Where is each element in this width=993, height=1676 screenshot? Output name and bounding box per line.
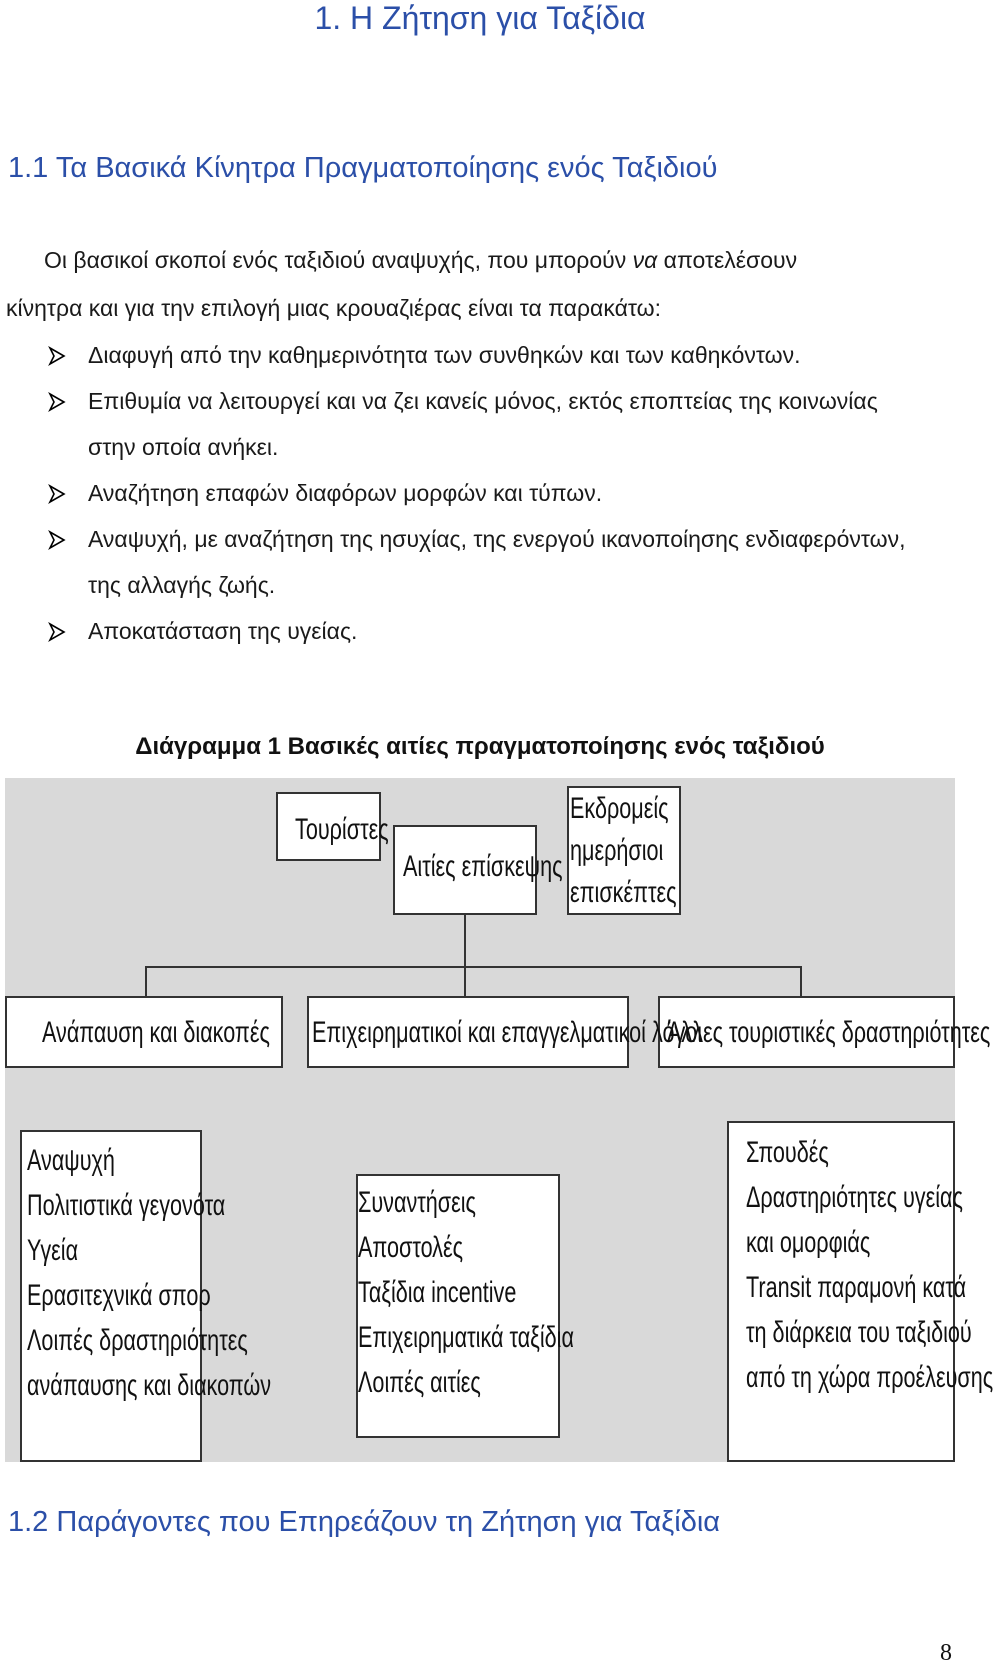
list-item <box>0 608 908 654</box>
page-number: 8 <box>940 1640 952 1666</box>
connector-right <box>800 966 802 997</box>
list-other-item: Transit παραμονή κατά <box>746 1271 967 1304</box>
visit-reasons-label: Αιτίες επίσκεψης <box>403 850 563 883</box>
connector-horizontal <box>145 966 801 968</box>
list-other-item: Σπουδές <box>746 1136 829 1169</box>
excursionists-line-2: ημερήσιοι <box>570 834 664 867</box>
motives-list <box>0 332 908 654</box>
list-item-text: Αναψυχή, με αναζήτηση της ησυχίας, της ενεργού ικανοποίησης ενδιαφερόντων, της αλλαγής ζωής. <box>88 526 906 598</box>
list-rest-item: Πολιτιστικά γεγονότα <box>27 1189 226 1222</box>
list-business <box>358 1180 574 1405</box>
list-other-item: Δραστηριότητες υγείας <box>746 1181 963 1214</box>
intro-text-end: αποτελέσουν <box>657 247 798 273</box>
excursionists-line-3: επισκέπτες <box>570 876 677 909</box>
list-other-item: τη διάρκεια του ταξιδιού <box>746 1316 972 1349</box>
list-item <box>0 332 908 378</box>
list-business-item: Αποστολές <box>358 1231 464 1264</box>
list-rest-item: Υγεία <box>27 1234 79 1267</box>
list-item-text: Διαφυγή από την καθημερινότητα των συνθηκών και των καθηκόντων. <box>88 342 801 368</box>
tourists-label: Τουρίστες <box>295 813 389 846</box>
category-rest-label: Ανάπαυση και διακοπές <box>42 1016 270 1049</box>
section-heading-1-2: 1.2 Παράγοντες που Επηρεάζουν τη Ζήτηση για Ταξίδια <box>8 1506 721 1538</box>
list-other-item: από τη χώρα προέλευσης <box>746 1361 993 1394</box>
arrow-bullet-icon <box>48 347 66 365</box>
arrow-bullet-icon <box>48 531 66 549</box>
section-heading-1: 1. Η Ζήτηση για Ταξίδια <box>314 0 646 36</box>
list-item <box>0 516 908 608</box>
excursionists-line-1: Εκδρομείς <box>570 792 669 825</box>
list-business-item: Ταξίδια incentive <box>358 1276 517 1309</box>
list-rest-item: Ερασιτεχνικά σπορ <box>27 1279 211 1312</box>
list-item-text: Επιθυμία να λειτουργεί και να ζει κανείς μόνος, εκτός εποπτείας της κοινωνίας στην οποία ανήκει. <box>88 388 878 460</box>
section-heading-1-1: 1.1 Τα Βασικά Κίνητρα Πραγματοποίησης ενός Ταξιδιού <box>8 152 718 184</box>
arrow-bullet-icon <box>48 485 66 503</box>
connector-vertical-top <box>464 915 466 967</box>
connector-left <box>145 966 147 997</box>
list-other-item: και ομορφιάς <box>746 1226 871 1259</box>
list-item <box>0 470 908 516</box>
travel-reasons-diagram <box>5 778 993 1462</box>
intro-italic-word: να <box>632 247 658 273</box>
intro-text: Οι βασικοί σκοποί ενός ταξιδιού αναψυχής, που μπορούν <box>44 247 633 273</box>
list-business-item: Λοιπές αιτίες <box>358 1366 481 1399</box>
diagram-caption: Διάγραμμα 1 Βασικές αιτίες πραγματοποίησης ενός ταξιδιού <box>135 733 825 760</box>
category-other-label: Άλλες τουριστικές δραστηριότητες <box>667 1016 991 1049</box>
list-other <box>746 1130 993 1400</box>
list-business-item: Επιχειρηματικά ταξίδια <box>358 1321 574 1354</box>
list-rest-item: Λοιπές δραστηριότητες <box>27 1324 248 1357</box>
intro-paragraph-line-1 <box>44 236 797 284</box>
list-item <box>0 378 908 470</box>
intro-paragraph-line-2: κίνητρα και για την επιλογή μιας κρουαζιέρας είναι τα παρακάτω: <box>6 295 661 321</box>
list-item-text: Αποκατάσταση της υγείας. <box>88 618 358 644</box>
list-rest <box>27 1138 271 1408</box>
arrow-bullet-icon <box>48 393 66 411</box>
category-business-label: Επιχειρηματικοί και επαγγελματικοί λόγοι <box>312 1016 703 1049</box>
list-rest-item: ανάπαυσης και διακοπών <box>27 1369 272 1402</box>
list-business-item: Συναντήσεις <box>358 1186 476 1219</box>
arrow-bullet-icon <box>48 623 66 641</box>
list-rest-item: Αναψυχή <box>27 1144 115 1177</box>
connector-middle <box>464 966 466 997</box>
list-item-text: Αναζήτηση επαφών διαφόρων μορφών και τύπων. <box>88 480 603 506</box>
